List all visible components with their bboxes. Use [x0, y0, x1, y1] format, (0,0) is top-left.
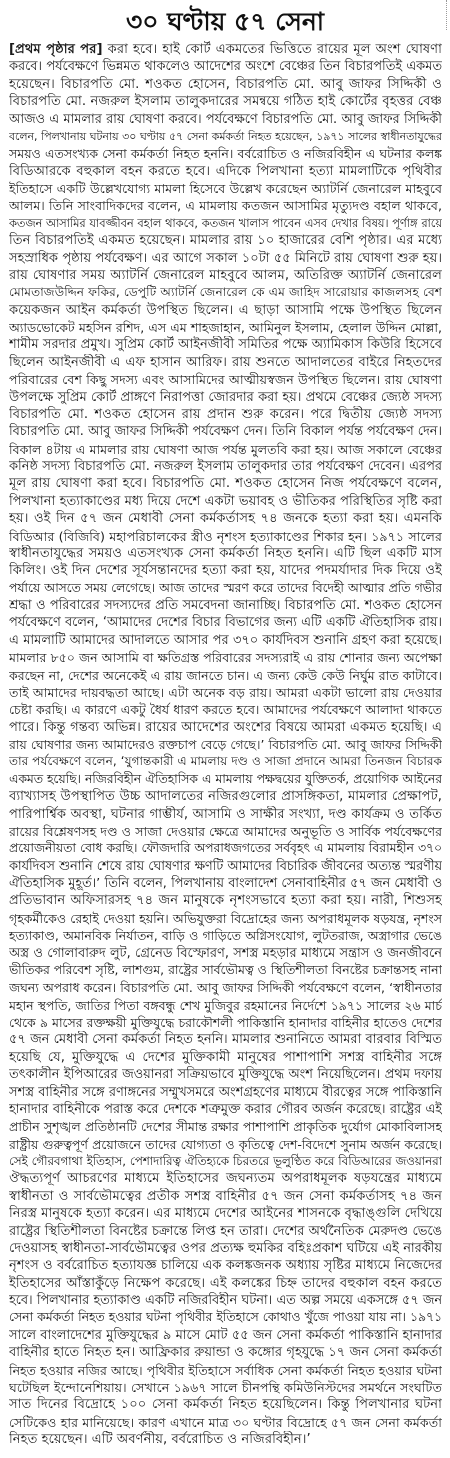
body-line-text: তৎকালীন ইপিআরের জওয়ানরা সক্রিয়ভাবে মুক্তিযুদ্ধে অংশ নিয়েছিলেন। প্রথম দফায়	[9, 1067, 442, 1083]
body-line	[9, 58, 442, 75]
body-line	[9, 649, 442, 666]
body-line-text: একমত হয়েছি। নজিরবিহীন ঐতিহাসিক এ মামলায় পক্ষদ্বয়ের যুক্তিতর্ক, প্রয়োগিক আইনের	[9, 771, 442, 786]
body-line	[9, 753, 442, 770]
body-line-text: পর্যায়ে আসতে সময় লেগেছে। আজ তাদের স্মরণ করে তাদের বিদেহী আত্মার প্রতি গভীর	[9, 580, 442, 595]
body-line	[9, 406, 442, 423]
body-line-text: চেষ্টা করছি। এ কারণে একটু ধৈর্য ধারণ করতে হবে। আমাদের পর্যবেক্ষণে আলাদা থাকতে	[9, 702, 442, 718]
body-line	[9, 1257, 442, 1274]
body-line	[9, 1066, 442, 1083]
body-line	[9, 197, 442, 214]
body-line-text: তিন বিচারপতিই একমত হয়েছেন। মামলার রায় ১০ হাজারের বেশি পৃষ্ঠার। এর মধ্যে	[9, 233, 442, 249]
body-line-text: নিহত হয়েছেন। এটি অবর্ণনীয়, বর্বরোচিত ও নজিরবিহীন।’	[9, 1432, 311, 1447]
body-line	[9, 232, 442, 249]
body-line-text: হয়। ওই দিন ৫৭ জন মেধাবী সেনা কর্মকর্তাসহ ৭৪ জনকে হত্যা করা হয়। এমনকি	[9, 511, 442, 527]
body-line-text: বিচারপতি মো. আবু জাফর সিদ্দিকী পর্যবেক্ষণ দেন। তিনি বিকাল পর্যন্ত পর্যবেক্ষণ দেন।	[9, 424, 442, 440]
body-line	[9, 840, 442, 857]
body-line-text: নিরস্ত্র মানুষকে হত্যা করেন। এর মাধ্যমে দেশের আইনের শাসনকে বৃদ্ধাঙ্গুলি দেখিয়ে	[9, 1206, 442, 1222]
body-line	[9, 145, 442, 162]
body-line-text: স্বাধীনতাযুদ্ধের সময়ও এতসংখ্যক সেনা কর্মকর্তা নিহত হননি। এটি ছিল একটি মাস	[9, 545, 442, 561]
body-line	[9, 945, 442, 962]
body-line-text: উপলক্ষে সুপ্রিম কোর্ট প্রাঙ্গণে নিরাপত্তা জোরদার করা হয়। প্রথমে বেঞ্চের জ্যেষ্ঠ সদস্য	[9, 389, 442, 405]
body-line-text: রাষ্ট্রের স্থিতিশীলতা বিনষ্টের চক্রান্তে লিপ্ত হন তারা। দেশের অর্থনৈতিক মেরুদণ্ড ভেঙে	[9, 1223, 442, 1239]
body-line-text: ঐতিহাসিক মুহূর্ত।’ তিনি বলেন, পিলখানায় বাংলাদেশ সেনাবাহিনীর ৫৭ জন মেধাবী ও	[9, 876, 442, 891]
body-line	[9, 1431, 442, 1448]
body-line	[9, 997, 442, 1014]
body-line	[9, 1309, 442, 1326]
body-line-text: হয়েছেন। বিচারপতি মো. শওকত হোসেন, বিচারপতি মো. আবু জাফর সিদ্দিকী ও	[9, 76, 442, 92]
body-line-text: মামলার ৮৫০ জন আসামি বা ক্ষতিগ্রস্ত পরিবারের সদস্যরাই এ রায় শোনার জন্য অপেক্ষা	[9, 650, 442, 666]
body-line	[9, 1344, 442, 1361]
body-line-text: বিডিআরকে বহুকাল বহন করতে হবে। এদিকে পিলখানা হত্যা মামলাটিকে পৃথিবীর	[9, 163, 442, 179]
body-line-text: জঘন্য অপরাধ করেন। বিচারপতি মো. আবু জাফর সিদ্দিকী পর্যবেক্ষণে বলেন, ‘স্বাধীনতার	[9, 980, 442, 996]
body-line	[9, 1170, 442, 1187]
body-line	[9, 250, 442, 267]
body-line	[9, 1101, 442, 1118]
body-line-text: দেওয়াসহ স্বাধীনতা-সার্বভৌমত্বের ওপর প্রত্যক্ষ হুমকির বহিঃপ্রকাশ ঘটিয়ে এই নারকীয়	[9, 1240, 442, 1256]
body-line-text: হবে। পিলখানার হত্যাকাণ্ড একটি নজিরবিহীন ঘটনা। এত অল্প সময়ে একসঙ্গে ৫৭ জন	[9, 1293, 442, 1308]
body-line	[9, 111, 442, 128]
body-line-text: করা হবে। হাই কোর্ট একমতের ভিত্তিতে রায়ের মূল অংশ ঘোষণা	[107, 42, 442, 57]
body-line-text: সাত দিনের বিদ্রোহে ১০০ সেনা কর্মকর্তা নিহত হয়েছিলেন। কিন্তু পিলখানার ঘটনা	[9, 1397, 442, 1413]
body-line-text: এ মামলাটি আমাদের আদালতে আসার পর ৩৭০ কার্যদিবস শুনানি গ্রহণ করা হয়েছে।	[9, 632, 442, 648]
body-line-text: সেনা কর্মকর্তা নিহত হওয়ার ঘটনা পৃথিবীর ইতিহাসে কোথাও খুঁজে পাওয়া যায় না। ১৯৭১	[9, 1310, 442, 1325]
body-line-text: মহান স্থপতি, জাতির পিতা বঙ্গবন্ধু শেখ মুজিবুর রহমানের নির্দেশে ১৯৭১ সালের ২৬ মার্চ	[9, 997, 442, 1013]
body-line-text: স্বাধীনতা ও সার্বভৌমত্বের প্রতীক সশস্ত্র বাহিনীর ৫৭ জন সেনা কর্মকর্তাসহ ৭৪ জন	[9, 1188, 442, 1204]
body-line	[9, 1084, 442, 1101]
body-line-text: মোমতাজউদ্দিন ফকির, ডেপুটি অ্যাটর্নি জেনারেল কে এম জাহিদ সারোয়ার কাজলসহ বেশ	[9, 285, 442, 300]
column-rule	[446, 0, 447, 30]
body-line	[9, 1223, 442, 1240]
body-line-text: হানাদার বাহিনীকে পরাস্ত করে দেশকে শত্রুমুক্ত করার গৌরব অর্জন করেছে। রাষ্ট্রের এই	[9, 1101, 442, 1117]
body-line	[9, 545, 442, 562]
body-line-text: সালে বাংলাদেশের মুক্তিযুদ্ধের ৯ মাসে মোট ৫৫ জন সেনা কর্মকর্তা পাকিস্তানি হানাদার	[9, 1327, 442, 1343]
body-line-text: সময়ও এতসংখ্যক সেনা কর্মকর্তা নিহত হননি। বর্বরোচিত ও নজিরবিহীন এ ঘটনার কলঙ্ক	[9, 146, 442, 162]
body-line-text: তার পর্যবেক্ষণে বলেন, ‘যুগান্তকারী এ মামলায় দণ্ড ও সাজা প্রদানে আমরা তিনজন বিচারক	[9, 754, 442, 769]
body-line-text: পিলখানা হত্যাকাণ্ডের মধ্য দিয়ে দেশে একটা ভয়াবহ ও ভীতিকর পরিস্থিতির সৃষ্টি করা	[9, 493, 442, 509]
body-line	[9, 163, 442, 180]
body-line	[9, 562, 442, 579]
body-line	[9, 528, 442, 545]
body-line	[9, 215, 442, 232]
body-line	[9, 1240, 442, 1257]
body-line	[9, 1379, 442, 1396]
body-line	[9, 858, 442, 875]
body-line	[9, 180, 442, 197]
body-line	[9, 76, 442, 93]
body-line	[9, 1362, 442, 1379]
body-line-text: করছেন না, দেশের অনেকেই এ রায় জানতে চান। এ জন্য কেউ কেউ নির্ঘুম রাত কাটাবে।	[9, 667, 442, 683]
body-line	[9, 736, 442, 753]
body-line	[9, 1031, 442, 1048]
body-line	[9, 632, 442, 649]
body-line-text: রায় ঘোষণার সময় অ্যাটর্নি জেনারেল মাহবুবে আলম, অতিরিক্ত অ্যাটর্নি জেনারেল	[9, 267, 442, 283]
body-line-text: ভীতিকর পরিবেশ সৃষ্টি, লাশগুম, রাষ্ট্রের সার্বভৌমত্ব ও স্থিতিশীলতা বিনষ্টের চক্রান্তসহ নানা	[9, 962, 442, 977]
body-line-text: সেই গৌরবগাথা ইতিহাস, পেশাদারিত্ব ঐতিহ্যকে চিরতরে ভূলুণ্ঠিত করে বিডিআরের জওয়ানরা	[9, 1154, 442, 1168]
body-line-text: পর্যবেক্ষণে বলেন, ‘আমাদের দেশের বিচার বিভাগের জন্য এটি একটি ঐতিহাসিক রায়।	[9, 615, 442, 631]
body-line	[9, 1396, 442, 1413]
body-line	[9, 771, 442, 788]
body-line-text: করবে। পর্যবেক্ষণে ভিন্নমত থাকলেও আদেশের অংশে বেঞ্চের তিন বিচারপতিই একমত	[9, 59, 442, 75]
body-line	[9, 684, 442, 701]
body-line-text: নৃশংস ও বর্বরোচিত হত্যাযজ্ঞ চালিয়ে এক কলঙ্কজনক অধ্যায় সৃষ্টির মাধ্যমে নিজেদের	[9, 1258, 442, 1274]
body-line-text: ৫৭ জন মেধাবী সেনা কর্মকর্তা নিহত হননি। মামলার শুনানিতে আমরা বারবার বিস্মিত	[9, 1032, 442, 1048]
body-line	[9, 823, 442, 840]
body-line	[9, 441, 442, 458]
body-line-text: নিহত হওয়ার নজির আছে। পৃথিবীর ইতিহাসে সর্বাধিক সেনা কর্মকর্তা নিহত হওয়ার ঘটনা	[9, 1362, 442, 1378]
body-line-text: তাই আমাদের দায়বদ্ধতা আছে। এটা অনেক বড় রায়। আমরা একটা ভালো রায় দেওয়ার	[9, 684, 442, 700]
body-line-text: অস্ত্র ও গোলাবারুদ লুট, গ্রেনেড বিস্ফোরণ, সশস্ত্র মহড়ার মাধ্যমে সন্ত্রাস ও জনজীবনে	[9, 945, 442, 961]
body-line-text: শামীম সরদার প্রমুখ। সুপ্রিম কোর্ট আইনজীবী সমিতির পক্ষে অ্যামিকাস কিউরি হিসেবে	[9, 337, 442, 353]
body-line-text: বিডিআর (বিজিবি) মহাপরিচালকের স্ত্রীও নৃশংস হত্যাকাণ্ডের শিকার হন। ১৯৭১ সালের	[9, 528, 442, 544]
body-line	[9, 284, 442, 301]
body-line-text: শ্রদ্ধা ও পরিবারের সদস্যদের প্রতি সমবেদনা জানাচ্ছি। বিচারপতি মো. শওকত হোসেন	[9, 598, 442, 613]
body-line-text: বলেন, পিলখানায় ঘটনায় ৩০ ঘণ্টায় ৫৭ সেনা কর্মকর্তা নিহত হয়েছেন, ১৯৭১ সালের স্বাধীনতাযুদ্ধের	[9, 129, 442, 143]
body-line-text: সহস্রাধিক পৃষ্ঠায় পর্যবেক্ষণ। এর আগে সকাল ১০টা ৫৫ মিনিটে রায় ঘোষণা শুরু হয়।	[9, 250, 442, 266]
body-line	[9, 979, 442, 996]
body-line	[9, 1414, 442, 1431]
body-line-text: বিচারপতি মো. শওকত হোসেন রায় প্রদান শুরু করেন। পরে দ্বিতীয় জ্যেষ্ঠ সদস্য	[9, 406, 442, 422]
body-line	[9, 1205, 442, 1222]
body-line-text: প্রতিভাবান অফিসারসহ ৭৪ জন মানুষকে নৃশংসভাবে হত্যা করা হয়। নারী, শিশুসহ	[9, 893, 442, 909]
body-line	[9, 41, 442, 58]
body-line	[9, 580, 442, 597]
body-line-text: পারিপার্শ্বিক অবস্থা, ঘটনার গাম্ভীর্য, আসামি ও সাক্ষীর সংখ্যা, দণ্ড কার্যক্রম ও তর্কিত	[9, 806, 442, 822]
body-line	[9, 1275, 442, 1292]
body-line-text: থেকে ৯ মাসের রক্তক্ষয়ী মুক্তিযুদ্ধে চরাকৌশলী পাকিস্তানি হানাদার বাহিনীর হাতেও দেশের	[9, 1015, 442, 1030]
body-line	[9, 1136, 442, 1153]
body-line-text: রায়ের বিশ্লেষণসহ দণ্ড ও সাজা দেওয়ার ক্ষেত্রে আমাদের অনুভূতি ও সার্বিক পর্যবেক্ষণের	[9, 823, 442, 839]
body-line	[9, 962, 442, 979]
body-line-text: ইতিহাসে একটি উল্লেখযোগ্য মামলা হিসেবে উল্লেখ করেছেন অ্যাটর্নি জেনারেল মাহবুবে	[9, 181, 442, 196]
body-line-text: বিকাল ৪টায় এ মামলার রায় ঘোষণা আজ পর্যন্ত মুলতবি করা হয়। আজ সকালে বেঞ্চের	[9, 441, 442, 457]
body-line	[9, 1049, 442, 1066]
body-line	[9, 667, 442, 684]
body-line-text: ঘটেছিল ইন্দোনেশিয়ায়। সেখানে ১৯৬৭ সালে চীনপন্থি কমিউনিস্টদের সমর্থনে সংঘটিত	[9, 1379, 442, 1395]
body-line-text: পারে। কিন্তু গন্তব্য অভিন্ন। রায়ের আদেশের অংশের বিষয়ে আমরা একমত হয়েছি। এ	[9, 719, 442, 735]
body-line-text: রাষ্ট্রীয় গুরুত্বপূর্ণ প্রয়োজনে তাদের যোগ্যতা ও কৃতিত্বে দেশ-বিদেশে সুনাম অর্জন করেছে।	[9, 1136, 442, 1152]
body-line	[9, 458, 442, 475]
body-line-text: কতজন আসামির যাবজ্জীবন বহাল থাকবে, কতজন খালাস পাবেন এসব দেখার বিষয়। পূর্ণাঙ্গ রায়ে	[9, 216, 442, 230]
body-line	[9, 875, 442, 892]
body-line	[9, 354, 442, 371]
body-line-text: অ্যাডভোকেট মহসিন রশিদ, এস এম শাহজাহান, আমিনুল ইসলাম, হেলাল উদ্দিন মোল্লা,	[9, 320, 442, 335]
body-line	[9, 614, 442, 631]
body-line-text: বিচারপতি মো. নজরুল ইসলাম তালুকদারের সমন্বয়ে গঠিত হাই কোর্টের বৃহত্তর বেঞ্চ	[9, 94, 442, 110]
body-line	[9, 128, 442, 145]
headline: ৩০ ঘণ্টায় ৫৭ সেনা	[125, 7, 325, 36]
body-line	[9, 701, 442, 718]
body-line-text: আলম। তিনি সাংবাদিকদের বলেন, এ মামলায় কতজন আসামির মৃত্যুদণ্ড বহাল থাকবে,	[9, 198, 442, 214]
body-line-text: কিলিং। ওই দিন দেশের সূর্যসন্তানদের হত্যা করা হয়, যাদের পদমর্যাদার দিক দিয়ে ওই	[9, 563, 442, 579]
body-line	[9, 788, 442, 805]
body-line	[9, 806, 442, 823]
body-line-text: ইতিহাসের আঁস্তাকুঁড়ে নিক্ষেপ করেছে। এই কলঙ্কের চিহ্ন তাদের বহুকাল বহন করতে	[9, 1275, 442, 1291]
body-line-text: হত্যাকাণ্ড, অমানবিক নির্যাতন, বাড়ি ও গাড়িতে অগ্নিসংযোগ, লুটতরাজ, অস্ত্রাগার ভেঙে	[9, 928, 442, 944]
body-line	[9, 927, 442, 944]
body-line	[9, 1188, 442, 1205]
body-line	[9, 93, 442, 110]
body-line	[9, 371, 442, 388]
body-line-text: সেটিকেও হার মানিয়েছে। কারণ এখানে মাত্র ৩০ ঘণ্টার বিদ্রোহে ৫৭ জন সেনা কর্মকর্তা	[9, 1414, 442, 1430]
body-line	[9, 1153, 442, 1170]
body-line-text: কয়েকজন আইন কর্মকর্তা উপস্থিত ছিলেন। এ ছাড়া আসামি পক্ষে উপস্থিত ছিলেন	[9, 302, 442, 318]
body-line	[9, 1014, 442, 1031]
body-line	[9, 1118, 442, 1135]
body-line-text: বাহিনীর হাতে নিহত হন। আফ্রিকার রুয়ান্ডা ও কঙ্গোর গৃহযুদ্ধে ১৭ জন সেনা কর্মকর্তা	[9, 1345, 442, 1361]
body-line	[9, 423, 442, 440]
body-line	[9, 510, 442, 527]
body-line	[9, 719, 442, 736]
body-line	[9, 319, 442, 336]
body-line-text: গৃহকর্মীকেও রেহাই দেওয়া হয়নি। অভিযুক্তরা বিদ্রোহের জন্য অপরাধমূলক ষড়যন্ত্র, নৃশংস	[9, 910, 442, 926]
body-line-text: আজও এ মামলার রায় ঘোষণা করবে। পর্যবেক্ষণে বিচারপতি মো. আবু জাফর সিদ্দিকী	[9, 111, 442, 127]
body-line-text: কার্যদিবস শুনানি শেষে রায় ঘোষণার ক্ষণটি আমাদের বিচারিক জীবনের অত্যন্ত স্মরণীয়	[9, 858, 442, 874]
body-line	[9, 892, 442, 909]
body-line-text: ছিলেন আইনজীবী এ এফ হাসান আরিফ। রায় শুনতে আদালতের বাইরে নিহতদের	[9, 354, 442, 370]
body-line-text: মূল রায় ঘোষণা করা হবে। বিচারপতি মো. শওকত হোসেন নিজ পর্যবেক্ষণে বলেন,	[9, 476, 442, 492]
body-line	[9, 493, 442, 510]
body-line-text: পরিবারের বেশ কিছু সদস্য এবং আসামিদের আত্মীয়স্বজন উপস্থিত ছিলেন। রায় ঘোষণা	[9, 372, 442, 388]
body-line	[9, 910, 442, 927]
body-line-text: রায় ঘোষণার জন্য আমাদেরও রক্তচাপ বেড়ে গেছে।’ বিচারপতি মো. আবু জাফর সিদ্দিকী	[9, 737, 442, 752]
body-line-text: কনিষ্ঠ সদস্য বিচারপতি মো. নজরুল ইসলাম তালুকদার তার পর্যবেক্ষণ দেবেন। এরপর	[9, 459, 442, 474]
body-line-text: হয়েছি যে, মুক্তিযুদ্ধে এ দেশের মুক্তিকামী মানুষের পাশাপাশি সশস্ত্র বাহিনীর সঙ্গে	[9, 1049, 442, 1065]
body-line	[9, 302, 442, 319]
body-line-text: প্রাচীন সুশৃঙ্খল প্রতিষ্ঠানটি দেশের সীমান্ত রক্ষার পাশাপাশি প্রাকৃতিক দুর্যোগ মোকাবিলাসহ	[9, 1119, 442, 1135]
body-line	[9, 267, 442, 284]
body-line	[9, 1327, 442, 1344]
body-line-text: প্রয়োজনীয়তা বোধ করছি। ফৌজদারি অপরাধজগতের সর্ববৃহৎ এ মামলায় বিরামহীন ৩৭০	[9, 841, 442, 856]
body-line-text: ব্যাখ্যাসহ উপস্থাপিত উচ্চ আদালতের নজিরগুলোর প্রাসঙ্গিকতা, মামলার প্রেক্ষাপট,	[9, 789, 442, 805]
continued-from-front-page-label: [প্রথম পৃষ্ঠার পর]	[9, 42, 103, 57]
body-line-text: সশস্ত্র বাহিনীর সঙ্গে রণাঙ্গনের সম্মুখসমরে অংশগ্রহণের মাধ্যমে বীরত্বের সঙ্গে পাকিস্তানি	[9, 1084, 442, 1100]
body-line-text: ঔদ্ধত্যপূর্ণ আচরণের মাধ্যমে ইতিহাসের জঘন্যতম অপরাধমূলক ষড়যন্ত্রের মাধ্যমে	[9, 1171, 442, 1187]
body-line	[9, 597, 442, 614]
article-body	[9, 41, 442, 1448]
body-line	[9, 475, 442, 492]
body-line	[9, 389, 442, 406]
body-line	[9, 336, 442, 353]
body-line	[9, 1292, 442, 1309]
